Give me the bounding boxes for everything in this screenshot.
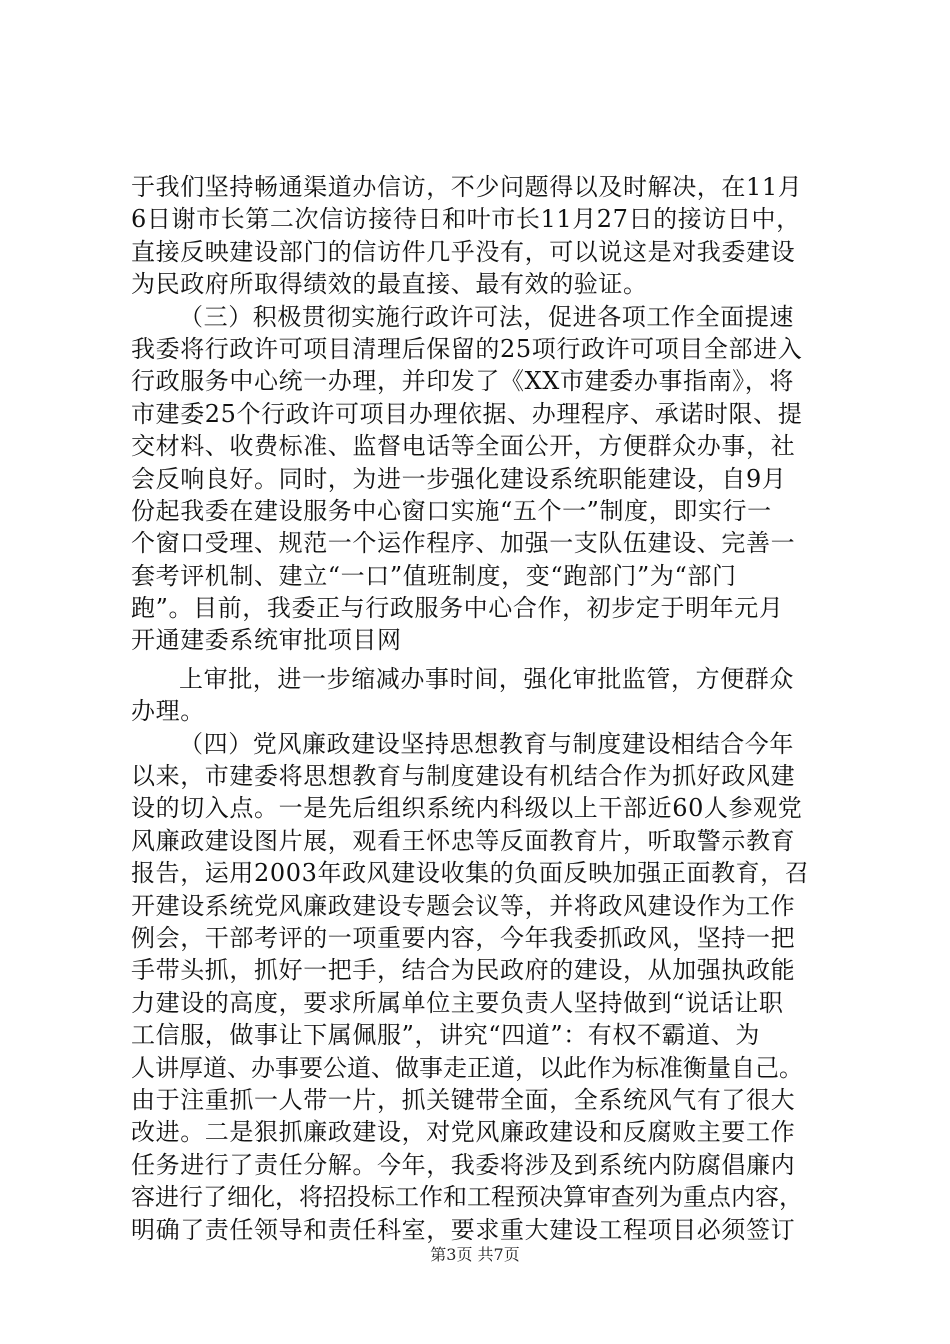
- text-line: 跑”。目前，我委正与行政服务中心合作，初步定于明年元月: [131, 594, 784, 623]
- text-line: 6日谢市长第二次信访接待日和叶市长11月27日的接访日中，: [131, 205, 801, 234]
- text-line: 报告，运用2003年政风建设收集的负面反映加强正面教育，召: [131, 859, 810, 888]
- text-line: 开通建委系统审批项目网: [131, 626, 402, 655]
- text-line: 开建设系统党风廉政建设专题会议等，并将政风建设作为工作: [131, 891, 796, 920]
- text-line: 力建设的高度，要求所属单位主要负责人坚持做到“说话让职: [131, 988, 784, 1017]
- text-line: 明确了责任领导和责任科室，要求重大建设工程项目必须签订: [131, 1215, 796, 1244]
- text-line: 市建委25个行政许可项目办理依据、办理程序、承诺时限、提: [131, 399, 803, 428]
- text-line: 设的切入点。一是先后组织系统内科级以上干部近60人参观党: [131, 794, 803, 823]
- section-heading-4: （四）党风廉政建设坚持思想教育与制度建设相结合今年: [179, 729, 794, 758]
- text-line: 人讲厚道、办事要公道、做事走正道，以此作为标准衡量自己。: [131, 1053, 803, 1082]
- text-line: 行政服务中心统一办理，并印发了《XX市建委办事指南》，将: [131, 367, 794, 396]
- text-line: 任务进行了责任分解。今年，我委将涉及到系统内防腐倡廉内: [131, 1150, 796, 1179]
- body-text: [131, 171, 841, 1246]
- text-line: 交材料、收费标准、监督电话等全面公开，方便群众办事，社: [131, 432, 796, 461]
- text-line: 个窗口受理、规范一个运作程序、加强一支队伍建设、完善一: [131, 529, 796, 558]
- text-line: 例会，干部考评的一项重要内容，今年我委抓政风，坚持一把: [131, 923, 796, 952]
- text-line: 手带头抓，抓好一把手，结合为民政府的建设，从加强执政能: [131, 956, 796, 985]
- text-line: 由于注重抓一人带一片，抓关键带全面，全系统风气有了很大: [131, 1085, 796, 1114]
- page-number-footer: 第3页 共7页: [430, 1245, 520, 1264]
- text-line: 上审批，进一步缩减办事时间，强化审批监管，方便群众: [179, 664, 794, 693]
- section-heading-3: （三）积极贯彻实施行政许可法，促进各项工作全面提速: [179, 302, 794, 331]
- text-line: 直接反映建设部门的信访件几乎没有，可以说这是对我委建设: [131, 237, 796, 266]
- text-line: 套考评机制、建立“一口”值班制度，变“跑部门”为“部门: [131, 561, 737, 590]
- text-line: 改进。二是狠抓廉政建设，对党风廉政建设和反腐败主要工作: [131, 1118, 796, 1147]
- text-line: 办理。: [131, 697, 205, 726]
- text-line: 以来，市建委将思想教育与制度建设有机结合作为抓好政风建: [131, 762, 796, 791]
- text-line: 容进行了细化，将招投标工作和工程预决算审查列为重点内容，: [131, 1183, 803, 1212]
- text-line: 我委将行政许可项目清理后保留的25项行政许可项目全部进入: [131, 334, 803, 363]
- text-line: 于我们坚持畅通渠道办信访，不少问题得以及时解决，在11月: [131, 173, 803, 201]
- text-line: 风廉政建设图片展，观看王怀忠等反面教育片，听取警示教育: [131, 826, 796, 855]
- text-line: 份起我委在建设服务中心窗口实施“五个一”制度，即实行一: [131, 496, 772, 525]
- text-line: 会反响良好。同时，为进一步强化建设系统职能建设，自9月: [131, 464, 787, 493]
- text-line: 为民政府所取得绩效的最直接、最有效的验证。: [131, 270, 648, 299]
- text-line: 工信服，做事让下属佩服”，讲究“四道”：有权不霸道、为: [131, 1021, 761, 1050]
